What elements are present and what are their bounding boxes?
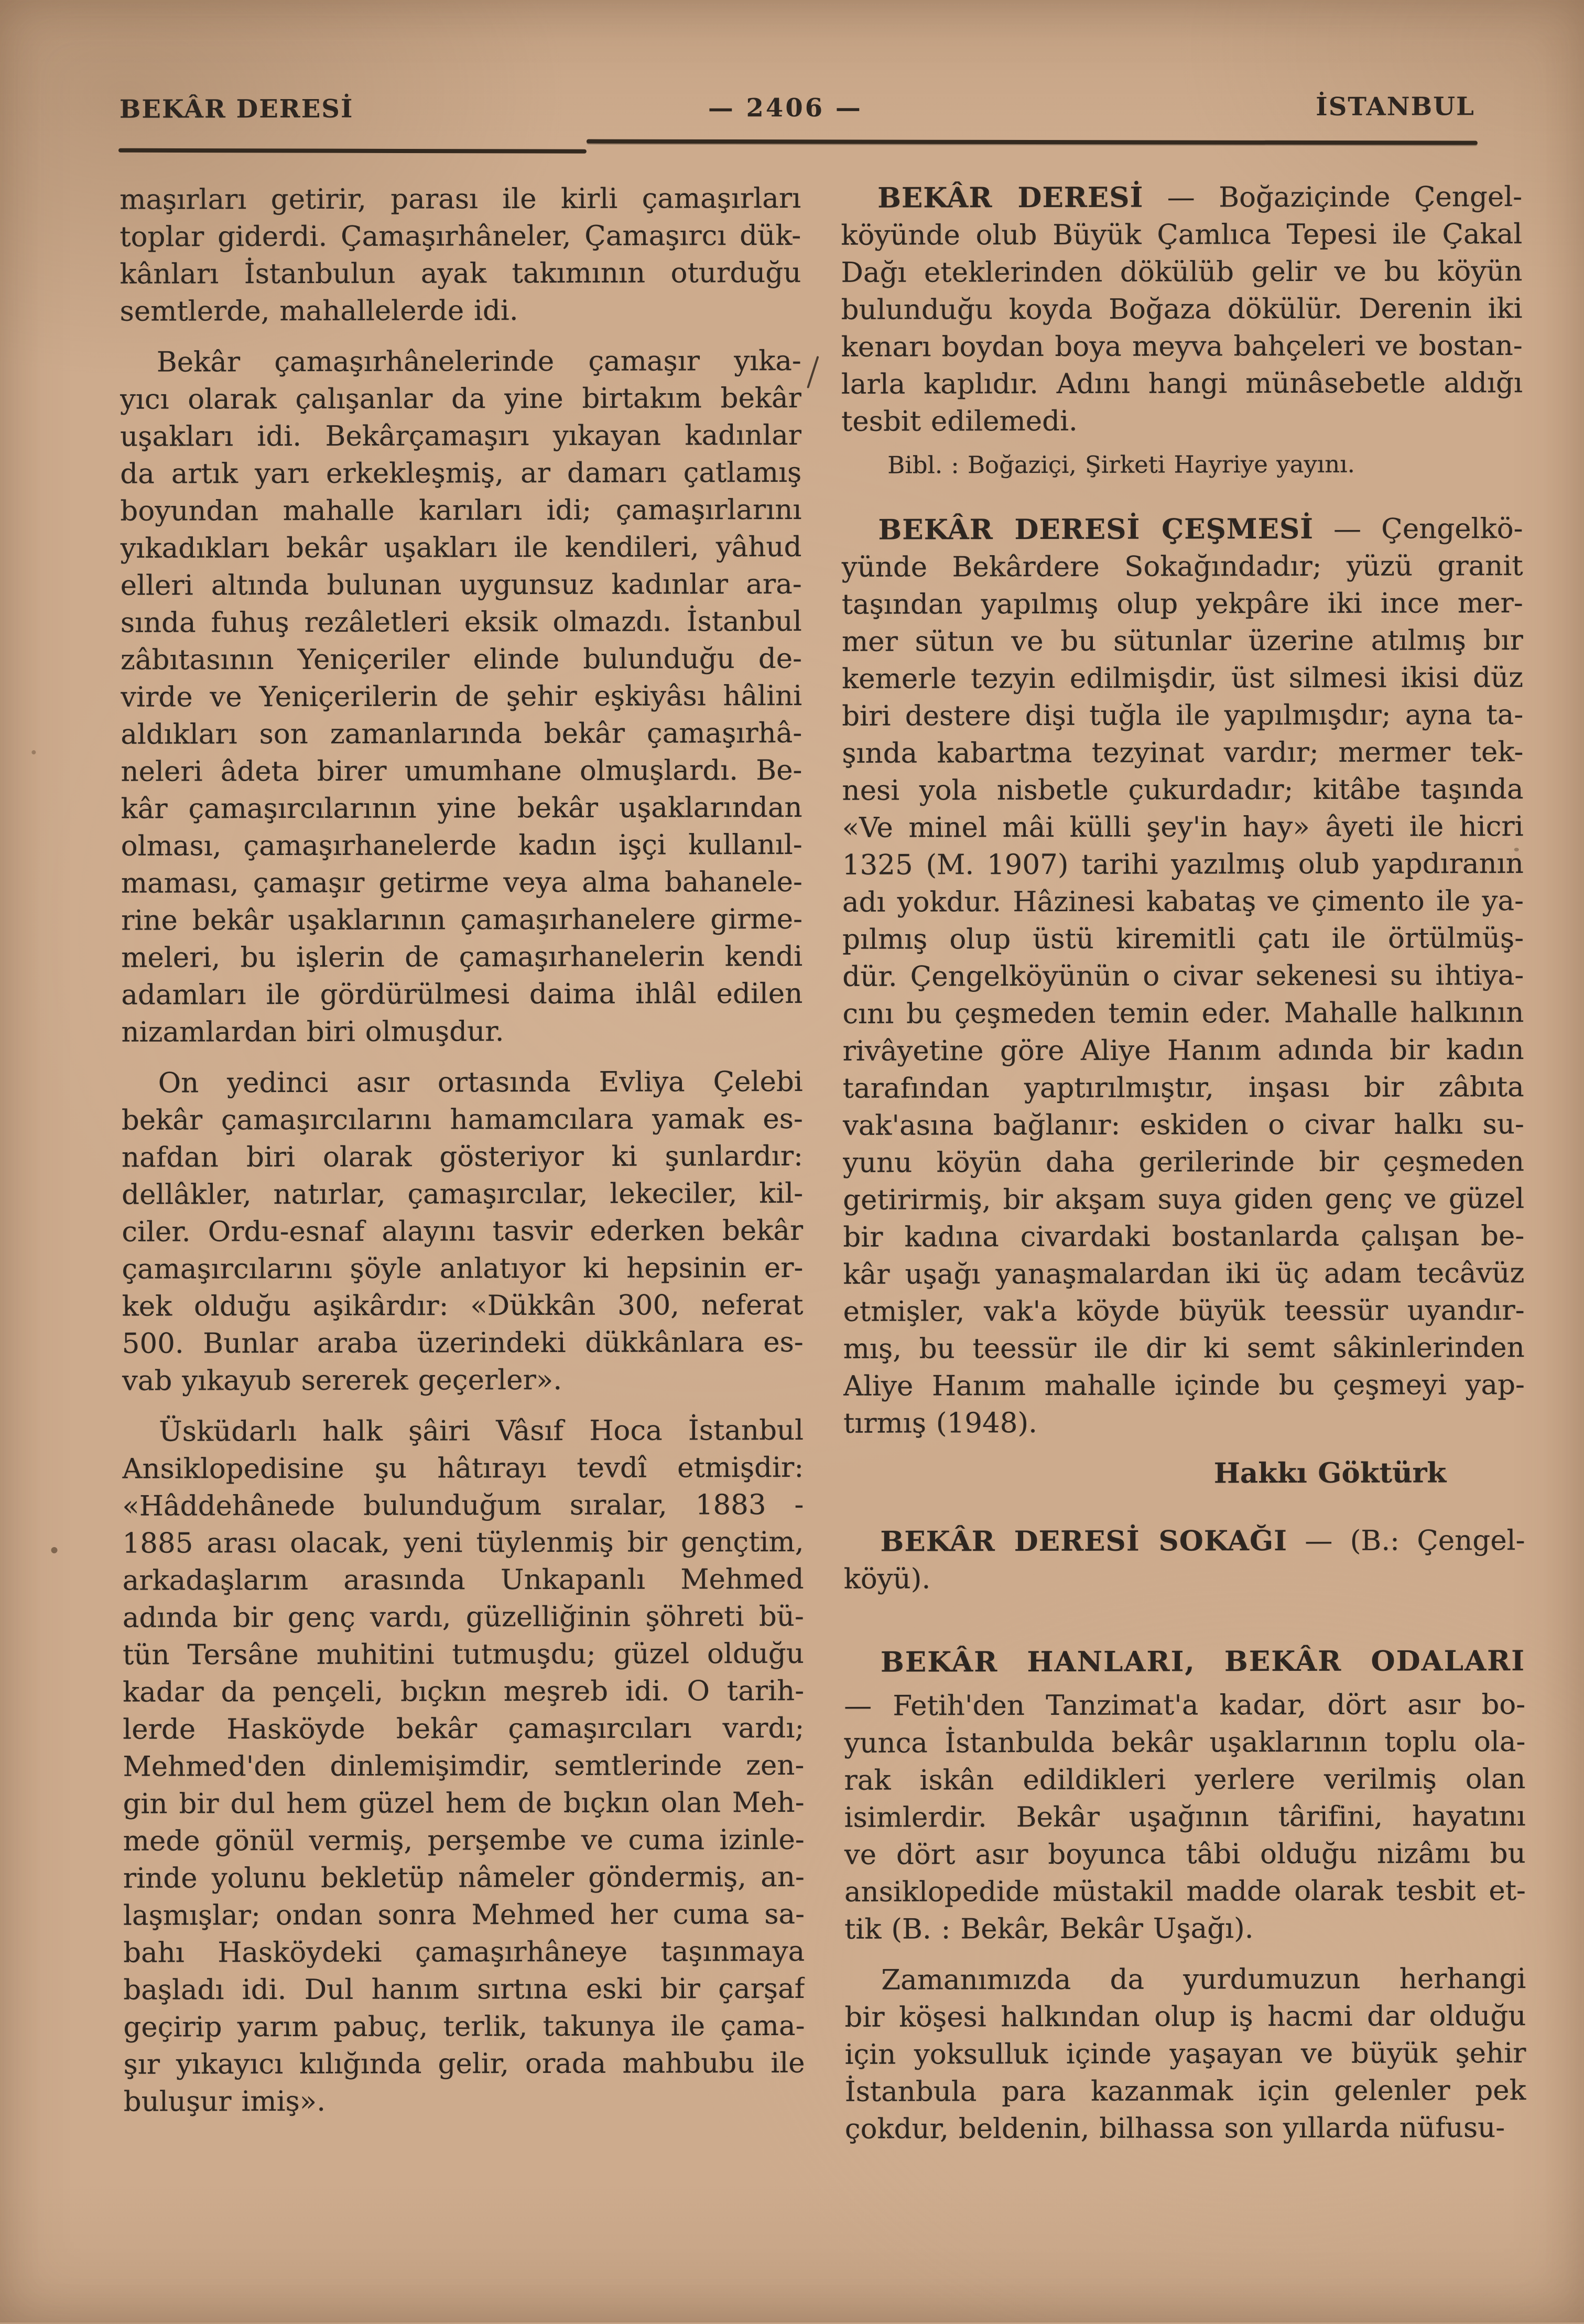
text-line: Hakkı Göktürk	[1213, 1456, 1447, 1490]
text-line: Aliye Hanım mahalle içinde bu çeşmeyi yap-	[843, 1369, 1525, 1402]
text-line: şır yıkayıcı kılığında gelir, orada mahbubu ile	[123, 2047, 805, 2081]
text-line: ansiklopedide müstakil madde olarak tesbit et-	[844, 1875, 1526, 1908]
text-line: rine bekâr uşaklarının çamaşırhanelere girme-	[121, 903, 803, 937]
text-line: adı yokdur. Hâzinesi kabataş ve çimento ile ya-	[842, 885, 1524, 918]
text-line: 500. Bunlar araba üzerindeki dükkânlara es-	[122, 1326, 804, 1360]
header-rule-left	[118, 148, 587, 154]
text-line: İstanbula para kazanmak için gelenler pek	[844, 2074, 1526, 2108]
text-line: laşmışlar; ondan sonra Mehmed her cuma sa-	[123, 1898, 805, 1932]
text-line: maması, çamaşır getirme veya alma bahanele-	[121, 866, 802, 900]
text-line: pılmış olup üstü kiremitli çatı ile örtülmüş-	[842, 922, 1524, 956]
text-line: başladı idi. Dul hanım sırtına eski bir çarşaf	[123, 1972, 805, 2006]
text-line: buluşur imiş».	[123, 2085, 326, 2118]
text-line: zâbıtasının Yeniçeriler elinde bulunduğu de-	[120, 642, 802, 676]
text-line: için yoksulluk içinde yaşayan ve büyük şehir	[844, 2037, 1526, 2071]
paragraph	[122, 1063, 804, 1400]
text-line: Dağı eteklerinden dökülüb gelir ve bu köyün	[841, 255, 1523, 289]
text-line: mış, bu teessür ile dir ki semt sâkinlerinden	[843, 1332, 1525, 1365]
paragraph	[122, 1412, 805, 2121]
text-line: çamaşırcılarını şöyle anlatıyor ki hepsinin er-	[122, 1251, 804, 1285]
text-line: elleri altında bulunan uygunsuz kadınlar ara-	[120, 568, 802, 602]
text-line: toplar giderdi. Çamaşırhâneler, Çamaşırcı dük-	[120, 219, 801, 253]
text-line: bulunduğu koyda Boğaza dökülür. Derenin iki	[841, 293, 1523, 326]
text-line: dür. Çengelköyünün o civar sekenesi su ihtiya-	[842, 959, 1524, 993]
text-line: tırmış (1948).	[843, 1407, 1038, 1440]
entry-title: BEKÂR DERESİ SOKAĞI	[880, 1525, 1288, 1558]
text-line: BEKÂR HANLARI, BEKÂR ODALARI	[880, 1645, 1526, 1679]
entry-paragraph	[843, 1522, 1525, 1598]
entry-paragraph	[841, 178, 1523, 440]
left-column	[120, 180, 805, 2149]
text-line: neleri âdeta birer umumhane olmuşlardı. Be-	[121, 754, 802, 788]
continuation-paragraph	[120, 180, 801, 330]
text-line: yunu köyün daha gerilerinde bir çeşmeden	[842, 1145, 1525, 1179]
text-line: meleri, bu işlerin de çamaşırhanelerin kendi	[121, 940, 803, 974]
paragraph	[844, 1960, 1526, 2148]
entry-title: BEKÂR DERESİ	[877, 181, 1144, 214]
text-line: BEKÂR DERESİ SOKAĞI — (B.: Çengel-	[880, 1525, 1525, 1558]
text-line: BEKÂR DERESİ ÇEŞMESİ — Çengelkö-	[878, 512, 1523, 546]
paper-speck	[51, 1547, 58, 1553]
text-line: da artık yarı erkekleşmiş, ar damarı çatlamış	[120, 456, 802, 490]
text-line: On yedinci asır ortasında Evliya Çelebi	[158, 1065, 803, 1099]
text-line: Mehmed'den dinlemişimdir, semtlerinde zen-	[123, 1749, 805, 1783]
text-line: sında fuhuş rezâletleri eksik olmazdı. İstanbul	[120, 605, 802, 639]
text-line: rinde yolunu bekletüp nâmeler göndermiş, an-	[123, 1861, 805, 1895]
text-line: tik (B. : Bekâr, Bekâr Uşağı).	[844, 1912, 1254, 1945]
text-line: bir kadına civardaki bostanlarda çalışan be-	[843, 1220, 1525, 1253]
text-line: — Fetih'den Tanzimat'a kadar, dört asır bo-	[844, 1689, 1526, 1722]
text-line: gin bir dul hem güzel hem de bıçkın olan Meh-	[123, 1786, 805, 1820]
text-line: biri destere dişi tuğla ile yapılmışdır; ayna ta-	[842, 699, 1524, 732]
text-line: Bekâr çamaşırhânelerinde çamaşır yıka-	[156, 344, 801, 379]
text-line: yıcı olarak çalışanlar da yine birtakım bekâr	[120, 382, 802, 416]
text-line: kâr uşağı yanaşmalardan iki üç adam tecâvüz	[843, 1257, 1525, 1291]
text-columns	[120, 178, 1526, 2149]
text-line: Üsküdarlı halk şâiri Vâsıf Hoca İstanbul	[159, 1414, 804, 1448]
paper-speck	[1514, 848, 1519, 851]
page-header	[0, 92, 1582, 132]
text-line: lerde Hasköyde bekâr çamaşırcıları vardı;	[123, 1712, 805, 1746]
text-line: tesbit edilemedi.	[841, 405, 1078, 438]
right-column	[841, 178, 1526, 2148]
text-line: dellâkler, natırlar, çamaşırcılar, lekeciler, kil-	[122, 1177, 804, 1211]
text-line: bekâr çamaşırcılarını hamamcılara yamak es-	[121, 1102, 803, 1137]
text-line: yunca İstanbulda bekâr uşaklarının toplu ola-	[844, 1726, 1526, 1759]
text-line: adında bir genç vardı, güzelliğinin şöhreti bü-	[122, 1600, 804, 1634]
text-line: «Hâddehânede bulunduğum sıralar, 1883 -	[122, 1488, 804, 1522]
volume-title: İSTANBUL	[1316, 92, 1475, 122]
text-line: 1885 arası olacak, yeni tüylenmiş bir gençtim,	[122, 1526, 804, 1560]
text-line: cını bu çeşmeden temin eder. Mahalle halkının	[842, 997, 1524, 1030]
entry-title: BEKÂR DERESİ ÇEŞMESİ	[878, 512, 1314, 546]
text-line: nesi yola nisbetle çukurdadır; kitâbe taşında	[842, 773, 1524, 807]
text-line: çokdur, beldenin, bilhassa son yıllarda nüfusu-	[844, 2112, 1505, 2145]
text-line: kenarı boydan boya meyva bahçeleri ve bostan-	[841, 330, 1523, 363]
text-line: mer sütun ve bu sütunlar üzerine atılmış bır	[841, 624, 1523, 658]
paragraph	[844, 1686, 1526, 1948]
text-line: vab yıkayub sererek geçerler».	[122, 1364, 562, 1397]
text-line: taşından yapılmış olup yekpâre iki ince mer-	[841, 587, 1523, 621]
text-line: geçirip yarım pabuç, terlik, takunya ile çama-	[123, 2009, 805, 2044]
paper-speck	[1301, 1823, 1305, 1827]
text-line: BEKÂR DERESİ — Boğaziçinde Çengel-	[877, 181, 1523, 214]
text-line: semtlerde, mahallelerde idi.	[120, 295, 518, 328]
text-line: kemerle tezyin edilmişdir, üst silmesi ikisi düz	[842, 662, 1524, 695]
text-line: tarafından yaptırılmıştır, inşası bir zâbıta	[842, 1071, 1524, 1105]
paragraph	[120, 342, 803, 1051]
text-line: adamları ile gördürülmesi daima ihlâl edilen	[121, 977, 803, 1011]
page-number: — 2406 —	[708, 93, 863, 123]
text-line: köyünde olub Büyük Çamlıca Tepesi ile Çakal	[841, 218, 1523, 252]
text-line: uşakları idi. Bekârçamaşırı yıkayan kadınlar	[120, 419, 802, 453]
text-line: arkadaşlarım arasında Unkapanlı Mehmed	[122, 1563, 804, 1597]
entry-heading	[844, 1642, 1525, 1681]
text-line: şında kabartma tezyinat vardır; mermer tek-	[842, 736, 1524, 770]
text-line: ve dört asır boyunca tâbi olduğu nizâmı bu	[844, 1837, 1526, 1871]
text-line: kânları İstanbulun ayak takımının oturduğu	[120, 256, 801, 290]
text-line: Zamanımızda da yurdumuzun herhangi	[881, 1963, 1526, 1996]
text-line: rak iskân edildikleri yerlere verilmiş olan	[844, 1763, 1526, 1797]
text-line: «Ve minel mâi külli şey'in hay» âyeti ile hicri	[842, 810, 1524, 844]
text-line: aldıkları son zamanlarında bekâr çamaşırhâ-	[121, 717, 802, 751]
text-line: larla kaplıdır. Adını hangi münâsebetle aldığı	[841, 367, 1523, 401]
text-line: nafdan biri olarak gösteriyor ki şunlardır:	[121, 1140, 804, 1174]
text-line: vak'asına bağlanır: eskiden o civar halkı su-	[842, 1108, 1524, 1142]
text-line: olması, çamaşırhanelerde kadın işçi kullanıl-	[121, 828, 802, 862]
entry-paragraph	[841, 510, 1525, 1442]
text-line: nizamlardan biri olmuşdur.	[121, 1015, 504, 1048]
text-line: bir köşesi halkından olup iş hacmi dar olduğu	[844, 2000, 1526, 2034]
text-line: ciler. Ordu-esnaf alayını tasvir ederken bekâr	[122, 1214, 804, 1248]
text-line: mede gönül vermiş, perşembe ve cuma izinle-	[123, 1823, 805, 1857]
text-line: rivâyetine göre Aliye Hanım adında bir kadın	[842, 1034, 1524, 1067]
text-line: yıkadıkları bekâr uşakları ile kendileri, yâhud	[120, 531, 802, 565]
text-line: tün Tersâne muhitini tutmuşdu; güzel olduğu	[122, 1637, 805, 1671]
bibliography-note	[841, 448, 1523, 481]
text-line: kadar da pençeli, bıçkın meşreb idi. O tarih-	[123, 1674, 805, 1709]
text-line: boyundan mahalle karıları idi; çamaşırlarını	[120, 493, 802, 527]
text-line: 1325 (M. 1907) tarihi yazılmış olub yapdıranın	[842, 848, 1524, 881]
text-line: kâr çamaşırcılarının yine bekâr uşaklarından	[121, 791, 802, 825]
text-line: virde ve Yeniçerilerin de şehir eşkiyâsı hâlini	[121, 679, 802, 714]
text-line: bahı Hasköydeki çamaşırhâneye taşınmaya	[123, 1935, 805, 1969]
author-signature	[843, 1454, 1525, 1493]
running-title: BEKÂR DERESİ	[119, 94, 354, 124]
text-line: maşırları getirir, parası ile kirli çamaşırları	[120, 182, 801, 216]
text-line: köyü).	[843, 1563, 931, 1595]
text-line: etmişler, vak'a köyde büyük teessür uyandır-	[843, 1294, 1525, 1328]
header-rule-right	[587, 139, 1478, 145]
text-line: kek olduğu aşikârdır: «Dükkân 300, neferat	[122, 1289, 804, 1323]
text-line: getirirmiş, bir akşam suya giden genç ve güzel	[843, 1183, 1525, 1216]
text-line: yünde Bekârdere Sokağındadır; yüzü granit	[841, 550, 1523, 583]
paper-speck	[31, 750, 36, 754]
text-line: Bibl. : Boğaziçi, Şirketi Hayriye yayını.	[887, 450, 1355, 479]
text-line: isimlerdir. Bekâr uşağının târifini, hayatını	[844, 1800, 1526, 1834]
text-line: Ansiklopedisine şu hâtırayı tevdî etmişdir:	[122, 1451, 804, 1485]
